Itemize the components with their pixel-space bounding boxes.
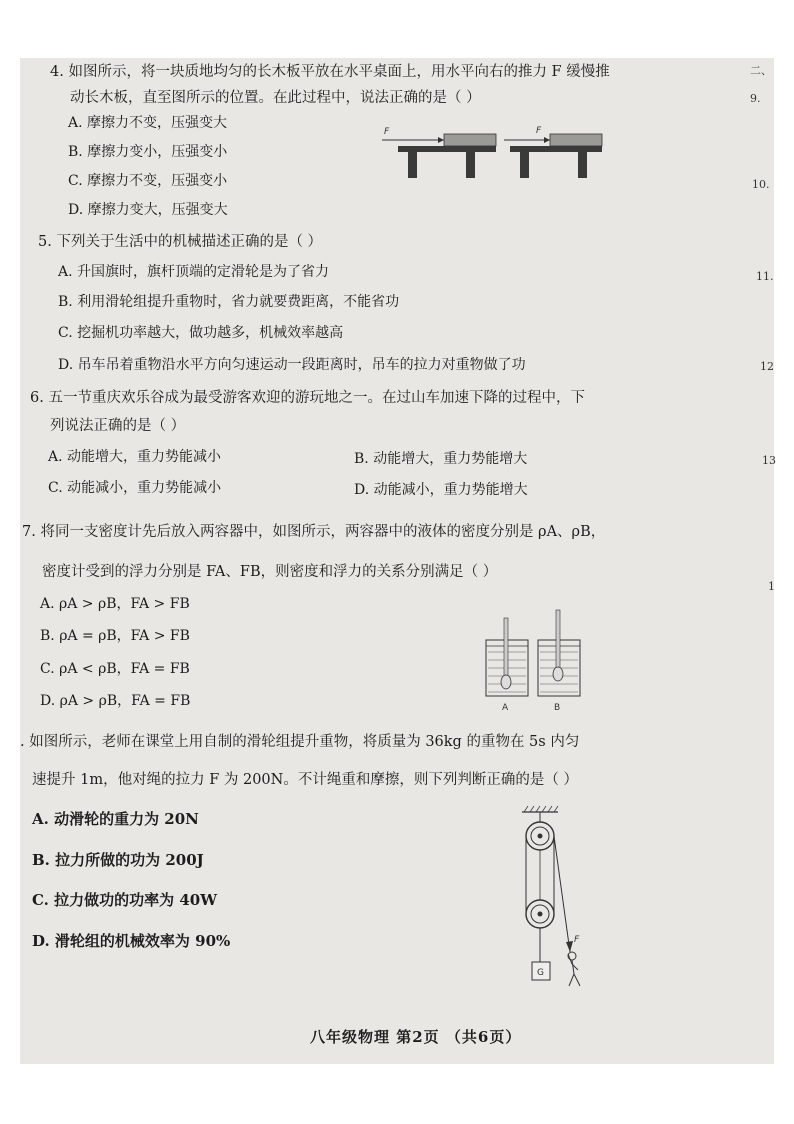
q7-stem-line1: 7. 将同一支密度计先后放入两容器中，如图所示，两容器中的液体的密度分别是 ρA、ρB， bbox=[22, 524, 606, 540]
q7-label-b: B bbox=[554, 703, 561, 713]
q6-option-b: B. 动能增大，重力势能增大 bbox=[354, 451, 528, 467]
q7-option-a: A. ρA > ρB，FA > FB bbox=[40, 596, 190, 612]
q6-stem-line1: 6. 五一节重庆欢乐谷成为最受游客欢迎的游玩地之一。在过山车加速下降的过程中，下 bbox=[30, 390, 585, 406]
q8-stem-line2: 速提升 1m，他对绳的拉力 F 为 200N。不计绳重和摩擦，则下列判断正确的是（ ） bbox=[32, 772, 578, 788]
exam-page bbox=[20, 58, 774, 1064]
q6-stem-line2: 列说法正确的是（ ） bbox=[50, 418, 186, 434]
page-footer: 八年级物理 第2页 （共6页） bbox=[310, 1028, 522, 1046]
q4-force-label-right: F bbox=[536, 126, 542, 136]
q7-hydrometer-figure bbox=[482, 606, 602, 714]
q6-option-a: A. 动能增大，重力势能减小 bbox=[48, 449, 222, 465]
q7-option-d: D. ρA > ρB，FA = FB bbox=[40, 693, 191, 709]
margin-number-9: 9. bbox=[750, 92, 761, 105]
q4-stem-line1: 4. 如图所示，将一块质地均匀的长木板平放在水平桌面上，用水平向右的推力 F 缓慢推 bbox=[50, 64, 610, 80]
q7-option-b: B. ρA = ρB，FA > FB bbox=[40, 628, 190, 644]
margin-number-11: 11. bbox=[756, 270, 774, 283]
q8-stem-line1: . 如图所示，老师在课堂上用自制的滑轮组提升重物，将质量为 36kg 的重物在 5s 内匀 bbox=[20, 734, 580, 750]
q5-option-a: A. 升国旗时，旗杆顶端的定滑轮是为了省力 bbox=[58, 264, 330, 280]
q4-board-figure bbox=[380, 120, 610, 186]
q4-force-label-left: F bbox=[384, 127, 390, 137]
q4-stem-line2: 动长木板，直至图所示的位置。在此过程中，说法正确的是（ ） bbox=[70, 90, 481, 106]
q8-pulley-figure bbox=[514, 802, 604, 988]
q5-option-c: C. 挖掘机功率越大，做功越多，机械效率越高 bbox=[58, 325, 344, 341]
margin-section-2: 二、 bbox=[750, 64, 772, 77]
q5-option-b: B. 利用滑轮组提升重物时，省力就要费距离，不能省功 bbox=[58, 294, 400, 310]
margin-number-10: 10. bbox=[752, 178, 770, 191]
margin-number-12: 12 bbox=[760, 360, 774, 373]
q6-option-c: C. 动能减小，重力势能减小 bbox=[48, 480, 222, 496]
q7-stem-line2: 密度计受到的浮力分别是 FA、FB，则密度和浮力的关系分别满足（ ） bbox=[42, 564, 498, 580]
q4-option-d: D. 摩擦力变大，压强变大 bbox=[68, 202, 228, 218]
q7-label-a: A bbox=[502, 703, 509, 713]
q6-option-d: D. 动能减小，重力势能增大 bbox=[354, 482, 528, 498]
q4-option-a: A. 摩擦力不变，压强变大 bbox=[68, 115, 228, 131]
q8-option-b: B. 拉力所做的功为 200J bbox=[32, 851, 204, 869]
q8-option-a: A. 动滑轮的重力为 20N bbox=[32, 810, 199, 828]
q8-option-d: D. 滑轮组的机械效率为 90% bbox=[32, 932, 231, 950]
margin-number-13: 13 bbox=[762, 454, 776, 467]
q8-option-c: C. 拉力做功的功率为 40W bbox=[32, 891, 218, 909]
margin-number-14: 1 bbox=[768, 580, 775, 593]
q8-weight-label: G bbox=[537, 968, 544, 978]
q5-option-d: D. 吊车吊着重物沿水平方向匀速运动一段距离时，吊车的拉力对重物做了功 bbox=[58, 357, 526, 373]
q7-option-c: C. ρA < ρB，FA = FB bbox=[40, 661, 190, 677]
q8-force-label: F bbox=[574, 935, 580, 945]
q4-option-c: C. 摩擦力不变，压强变小 bbox=[68, 173, 228, 189]
q5-stem: 5. 下列关于生活中的机械描述正确的是（ ） bbox=[38, 234, 323, 250]
q4-option-b: B. 摩擦力变小，压强变小 bbox=[68, 144, 228, 160]
